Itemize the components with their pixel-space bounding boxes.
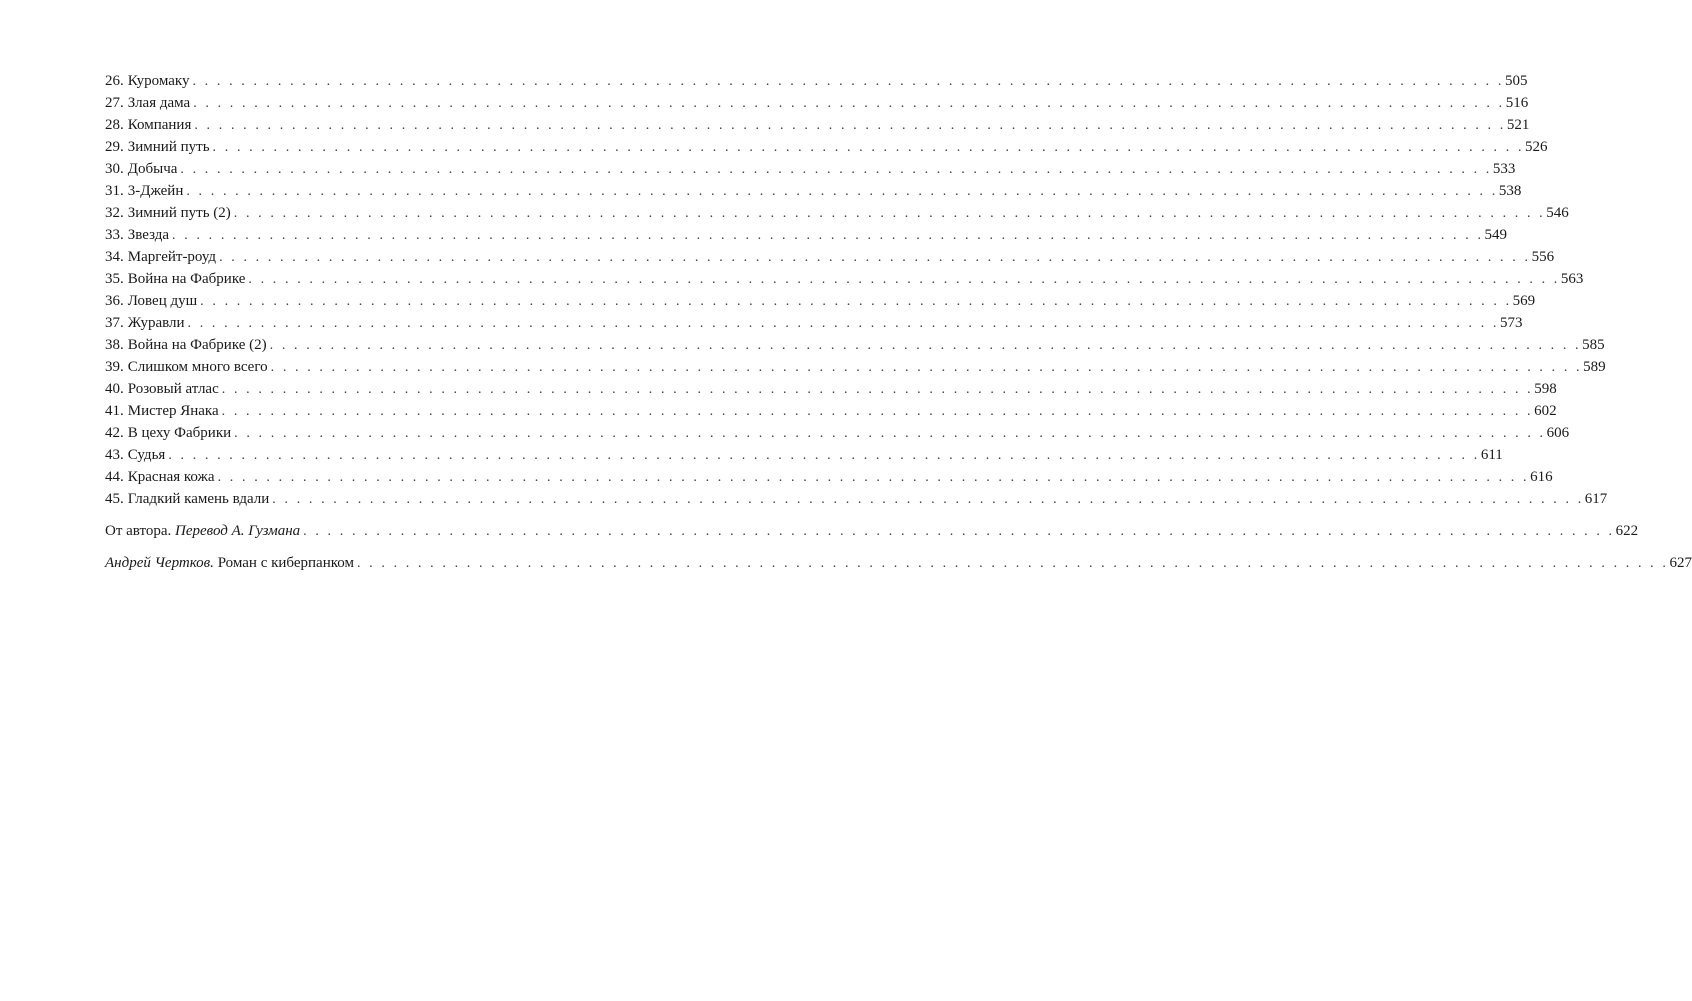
dot-leader: . . . . . . . . . . . . . . . . . . . . . . . . . . . . . . . . . . . . . . . . . . . . . . . . . . . . . . . . . . . . . . . . . . . . . . . . . . . . . . . . . . . . . . . . . . . . . . . . . . . . . . . . . . . .	[187, 316, 1500, 331]
chapter-title: Слишком много всего	[127, 359, 268, 375]
page-number: 526	[1525, 139, 1548, 155]
toc-entry	[105, 422, 1570, 444]
page-number: 533	[1492, 161, 1516, 177]
dot-leader: . . . . . . . . . . . . . . . . . . . . . . . . . . . . . . . . . . . . . . . . . . . . . . . . . . . . . . . . . . . . . . . . . . . . . . . . . . . . . . . . . . . . . . . . . . . . . . . . . . . . . . . . . . . .	[269, 338, 1582, 353]
chapter-number: 36.	[105, 293, 124, 309]
dot-leader: . . . . . . . . . . . . . . . . . . . . . . . . . . . . . . . . . . . . . . . . . . . . . . . . . . . . . . . . . . . . . . . . . . . . . . . . . . . . . . . . . . . . . . . . . . . . . . . . . . . . . . . . . . . .	[194, 118, 1506, 133]
toc-entry	[105, 356, 1606, 378]
afterword-label: От автора.	[105, 523, 172, 539]
chapter-number: 38.	[105, 337, 124, 353]
page-number: 622	[1615, 523, 1639, 539]
toc-entry-title	[105, 466, 218, 488]
toc-entry	[105, 312, 1523, 334]
toc-entry-afterword	[105, 520, 1639, 542]
page-number: 516	[1505, 95, 1529, 111]
chapter-title: Куромаку	[127, 73, 190, 89]
dot-leader: . . . . . . . . . . . . . . . . . . . . . . . . . . . . . . . . . . . . . . . . . . . . . . . . . . . . . . . . . . . . . . . . . . . . . . . . . . . . . . . . . . . . . . . . . . . . . . . . . . . . . . . . . . . .	[234, 426, 1546, 441]
chapter-title: Судья	[127, 447, 166, 463]
translator-credit: Перевод А. Гузмана	[175, 523, 301, 539]
dot-leader: . . . . . . . . . . . . . . . . . . . . . . . . . . . . . . . . . . . . . . . . . . . . . . . . . . . . . . . . . . . . . . . . . . . . . . . . . . . . . . . . . . . . . . . . . . . . . . . . . . . . . . . . . . . .	[221, 382, 1534, 397]
chapter-title: Гладкий камень вдали	[127, 491, 270, 507]
toc-entry	[105, 202, 1569, 224]
toc-entry-title	[105, 444, 168, 466]
essay-author: Андрей Чертков.	[105, 555, 214, 571]
page-number: 549	[1484, 227, 1508, 243]
page-number: 556	[1531, 249, 1555, 265]
chapter-number: 39.	[105, 359, 124, 375]
page-number: 505	[1504, 73, 1528, 89]
chapter-title: Добыча	[127, 161, 178, 177]
chapter-title: Красная кожа	[127, 469, 215, 485]
toc-entry-title	[105, 400, 222, 422]
chapter-number: 26.	[105, 73, 124, 89]
toc-entry-title	[105, 552, 357, 574]
dot-leader: . . . . . . . . . . . . . . . . . . . . . . . . . . . . . . . . . . . . . . . . . . . . . . . . . . . . . . . . . . . . . . . . . . . . . . . . . . . . . . . . . . . . . . . . . . . . . . . . . . . . . . . . . . . .	[200, 294, 1512, 309]
toc-entry-title	[105, 520, 303, 542]
toc-entry-title	[105, 312, 188, 334]
chapter-number: 32.	[105, 205, 124, 221]
chapter-number: 37.	[105, 315, 124, 331]
chapter-title: Зимний путь (2)	[127, 205, 231, 221]
dot-leader: . . . . . . . . . . . . . . . . . . . . . . . . . . . . . . . . . . . . . . . . . . . . . . . . . . . . . . . . . . . . . . . . . . . . . . . . . . . . . . . . . . . . . . . . . . . . . . . . . . . . . . . . . . . .	[233, 206, 1546, 221]
toc-entry	[105, 92, 1529, 114]
toc-entry-title	[105, 334, 270, 356]
chapter-number: 44.	[105, 469, 124, 485]
page-number: 546	[1546, 205, 1569, 221]
toc-entry	[105, 444, 1503, 466]
chapter-number: 41.	[105, 403, 124, 419]
chapter-title: 3-Джейн	[127, 183, 184, 199]
dot-leader: . . . . . . . . . . . . . . . . . . . . . . . . . . . . . . . . . . . . . . . . . . . . . . . . . . . . . . . . . . . . . . . . . . . . . . . . . . . . . . . . . . . . . . . . . . . . . . . . . . . . . . . . . . . .	[221, 404, 1534, 419]
toc-entry-title	[105, 202, 234, 224]
page-number: 602	[1534, 403, 1557, 419]
chapter-number: 34.	[105, 249, 124, 265]
toc-entry	[105, 466, 1553, 488]
toc-entry-title	[105, 246, 219, 268]
page-number: 569	[1512, 293, 1536, 309]
toc-entry	[105, 246, 1555, 268]
page-number: 627	[1669, 555, 1692, 571]
toc-entry	[105, 224, 1508, 246]
page-number: 598	[1534, 381, 1557, 397]
dot-leader: . . . . . . . . . . . . . . . . . . . . . . . . . . . . . . . . . . . . . . . . . . . . . . . . . . . . . . . . . . . . . . . . . . . . . . . . . . . . . . . . . . . . . . . . . . . . . . . . . . . . . . . . . . . .	[193, 96, 1505, 111]
essay-title: Роман с киберпанком	[217, 555, 354, 571]
toc-entry-title	[105, 136, 213, 158]
toc-entry-title	[105, 268, 248, 290]
toc-entry	[105, 158, 1516, 180]
dot-leader: . . . . . . . . . . . . . . . . . . . . . . . . . . . . . . . . . . . . . . . . . . . . . . . . . . . . . . . . . . . . . . . . . . . . . . . . . . . . . . . . . . . . . . . . . . . . . . . . . . . . . . . . . . . .	[172, 228, 1484, 243]
toc-entry-title	[105, 114, 194, 136]
chapter-title: Компания	[127, 117, 192, 133]
toc-entry	[105, 334, 1605, 356]
toc-entry	[105, 268, 1584, 290]
chapter-number: 29.	[105, 139, 124, 155]
dot-leader: . . . . . . . . . . . . . . . . . . . . . . . . . . . . . . . . . . . . . . . . . . . . . . . . . . . . . . . . . . . . . . . . . . . . . . . . . . . . . . . . . . . . . . . . . . . . . . . . . . . . . . . . . . . .	[217, 470, 1530, 485]
page-number: 573	[1500, 315, 1523, 331]
toc-entry-title	[105, 224, 172, 246]
page-number: 617	[1584, 491, 1608, 507]
chapter-title: Звезда	[127, 227, 170, 243]
table-of-contents	[105, 70, 1692, 574]
chapter-title: Журавли	[127, 315, 185, 331]
chapter-number: 31.	[105, 183, 124, 199]
chapter-title: Война на Фабрике (2)	[127, 337, 267, 353]
toc-entry-title	[105, 356, 271, 378]
toc-entry-title	[105, 378, 222, 400]
chapter-number: 43.	[105, 447, 124, 463]
chapter-title: Злая дама	[127, 95, 191, 111]
toc-entry	[105, 378, 1557, 400]
chapter-title: В цеху Фабрики	[127, 425, 232, 441]
toc-entry-title	[105, 70, 192, 92]
dot-leader: . . . . . . . . . . . . . . . . . . . . . . . . . . . . . . . . . . . . . . . . . . . . . . . . . . . . . . . . . . . . . . . . . . . . . . . . . . . . . . . . . . . . . . . . . . . . . . . . . . . . . . . . . . . .	[272, 492, 1584, 507]
chapter-title: Маргейт-роуд	[127, 249, 217, 265]
page-number: 585	[1582, 337, 1605, 353]
page-number: 616	[1530, 469, 1553, 485]
toc-entry-title	[105, 290, 200, 312]
toc-entry	[105, 114, 1530, 136]
page-number: 589	[1583, 359, 1606, 375]
dot-leader: . . . . . . . . . . . . . . . . . . . . . . . . . . . . . . . . . . . . . . . . . . . . . . . . . . . . . . . . . . . . . . . . . . . . . . . . . . . . . . . . . . . . . . . . . . . . . . . . . . . . . . . . . . . .	[168, 448, 1480, 463]
toc-entry-title	[105, 180, 186, 202]
chapter-number: 45.	[105, 491, 124, 507]
page-number: 521	[1506, 117, 1530, 133]
toc-entry	[105, 180, 1522, 202]
toc-entry	[105, 290, 1536, 312]
chapter-number: 30.	[105, 161, 124, 177]
chapter-title: Розовый атлас	[127, 381, 219, 397]
chapter-title: Война на Фабрике	[127, 271, 246, 287]
chapter-number: 40.	[105, 381, 124, 397]
dot-leader: . . . . . . . . . . . . . . . . . . . . . . . . . . . . . . . . . . . . . . . . . . . . . . . . . . . . . . . . . . . . . . . . . . . . . . . . . . . . . . . . . . . . . . . . . . . . . . . . . . . . . . . . . . . .	[356, 556, 1669, 571]
page-number: 606	[1546, 425, 1570, 441]
toc-entry	[105, 400, 1557, 422]
chapter-title: Ловец душ	[127, 293, 198, 309]
toc-entry	[105, 488, 1608, 510]
chapter-number: 35.	[105, 271, 124, 287]
chapter-number: 42.	[105, 425, 124, 441]
dot-leader: . . . . . . . . . . . . . . . . . . . . . . . . . . . . . . . . . . . . . . . . . . . . . . . . . . . . . . . . . . . . . . . . . . . . . . . . . . . . . . . . . . . . . . . . . . . . . . . . . . . . . . . . . . . .	[270, 360, 1583, 375]
dot-leader: . . . . . . . . . . . . . . . . . . . . . . . . . . . . . . . . . . . . . . . . . . . . . . . . . . . . . . . . . . . . . . . . . . . . . . . . . . . . . . . . . . . . . . . . . . . . . . . . . . . . . . . . . . . .	[219, 250, 1531, 265]
chapter-title: Зимний путь	[127, 139, 210, 155]
toc-entry	[105, 70, 1528, 92]
toc-entry	[105, 136, 1548, 158]
page-number: 611	[1480, 447, 1503, 463]
toc-entry-essay	[105, 552, 1692, 574]
dot-leader: . . . . . . . . . . . . . . . . . . . . . . . . . . . . . . . . . . . . . . . . . . . . . . . . . . . . . . . . . . . . . . . . . . . . . . . . . . . . . . . . . . . . . . . . . . . . . . . . . . . . . . . . . . . .	[186, 184, 1498, 199]
page-number: 538	[1498, 183, 1522, 199]
dot-leader: . . . . . . . . . . . . . . . . . . . . . . . . . . . . . . . . . . . . . . . . . . . . . . . . . . . . . . . . . . . . . . . . . . . . . . . . . . . . . . . . . . . . . . . . . . . . . . . . . . . . . . . . . . . .	[303, 524, 1615, 539]
chapter-number: 33.	[105, 227, 124, 243]
dot-leader: . . . . . . . . . . . . . . . . . . . . . . . . . . . . . . . . . . . . . . . . . . . . . . . . . . . . . . . . . . . . . . . . . . . . . . . . . . . . . . . . . . . . . . . . . . . . . . . . . . . . . . . . . . . .	[212, 140, 1525, 155]
page-number: 563	[1560, 271, 1584, 287]
toc-entry-title	[105, 488, 272, 510]
toc-entry-title	[105, 158, 180, 180]
dot-leader: . . . . . . . . . . . . . . . . . . . . . . . . . . . . . . . . . . . . . . . . . . . . . . . . . . . . . . . . . . . . . . . . . . . . . . . . . . . . . . . . . . . . . . . . . . . . . . . . . . . . . . . . . . . .	[192, 74, 1504, 89]
dot-leader: . . . . . . . . . . . . . . . . . . . . . . . . . . . . . . . . . . . . . . . . . . . . . . . . . . . . . . . . . . . . . . . . . . . . . . . . . . . . . . . . . . . . . . . . . . . . . . . . . . . . . . . . . . . .	[248, 272, 1560, 287]
chapter-number: 27.	[105, 95, 124, 111]
dot-leader: . . . . . . . . . . . . . . . . . . . . . . . . . . . . . . . . . . . . . . . . . . . . . . . . . . . . . . . . . . . . . . . . . . . . . . . . . . . . . . . . . . . . . . . . . . . . . . . . . . . . . . . . . . . .	[180, 162, 1492, 177]
toc-entry-title	[105, 92, 193, 114]
chapter-number: 28.	[105, 117, 124, 133]
toc-entry-title	[105, 422, 234, 444]
chapter-title: Мистер Янака	[127, 403, 219, 419]
